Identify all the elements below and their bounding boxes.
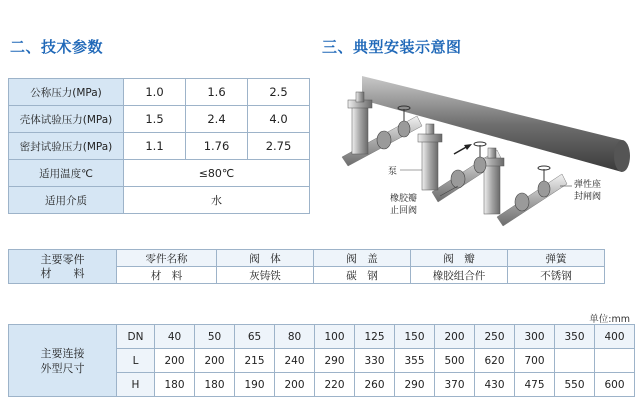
table-cell: 150	[395, 325, 435, 349]
table-cell: 材 料	[117, 267, 217, 284]
pump-unit	[480, 148, 504, 214]
table-cell: 190	[235, 373, 275, 397]
label-gate-valve-2: 封闸阀	[574, 192, 602, 202]
main-pipe-end	[614, 140, 630, 172]
table-cell: 370	[435, 373, 475, 397]
flow-arrow	[454, 144, 472, 154]
materials-table	[8, 249, 605, 284]
table-cell: 125	[355, 325, 395, 349]
dimensions-header-line2: 外型尺寸	[40, 361, 85, 375]
table-cell: 240	[275, 349, 315, 373]
table-cell: 1.6	[186, 79, 248, 106]
gate-valve	[398, 121, 410, 137]
table-cell: 零件名称	[117, 250, 217, 267]
installation-diagram	[322, 62, 636, 232]
table-cell: 250	[475, 325, 515, 349]
pump-unit	[418, 124, 442, 190]
table-cell: 220	[315, 373, 355, 397]
table-cell: 50	[195, 325, 235, 349]
table-cell: 290	[315, 349, 355, 373]
table-cell: 100	[315, 325, 355, 349]
table-cell: 弹簧	[508, 250, 605, 267]
table-row	[9, 160, 310, 187]
table-cell: 430	[475, 373, 515, 397]
dimensions-header-line1: 主要连接	[40, 346, 85, 360]
table-cell: 700	[515, 349, 555, 373]
table-cell: 阀 体	[217, 250, 314, 267]
table-cell: 80	[275, 325, 315, 349]
table-cell: 水	[124, 187, 310, 214]
table-cell: ≤80℃	[124, 160, 310, 187]
table-cell	[555, 349, 595, 373]
table-cell: 350	[555, 325, 595, 349]
branch-pipe	[497, 174, 567, 226]
table-cell: 600	[595, 373, 635, 397]
row-key: H	[117, 373, 155, 397]
row-key: DN	[117, 325, 155, 349]
row-label: 适用介质	[9, 187, 124, 214]
table-cell: 阀 盖	[314, 250, 411, 267]
tech-params-table	[8, 78, 310, 214]
label-pump: 泵	[388, 167, 398, 177]
gate-valve	[538, 181, 550, 197]
table-cell: 330	[355, 349, 395, 373]
table-row	[9, 250, 605, 267]
materials-header-line1: 主要零件	[40, 252, 85, 266]
label-check-valve-2: 止回阀	[390, 206, 418, 216]
table-cell: 500	[435, 349, 475, 373]
label-gate-valve-1: 弹性座	[574, 180, 602, 190]
table-cell: 215	[235, 349, 275, 373]
gate-valve	[474, 157, 486, 173]
table-cell: 1.0	[124, 79, 186, 106]
table-cell: 不锈钢	[508, 267, 605, 284]
table-cell: 65	[235, 325, 275, 349]
table-cell: 200	[155, 349, 195, 373]
table-row	[9, 187, 310, 214]
section-title-tech-params: 二、技术参数	[10, 38, 104, 56]
row-label: 壳体试验压力(MPa)	[9, 106, 124, 133]
table-cell	[595, 349, 635, 373]
table-cell: 620	[475, 349, 515, 373]
dimensions-table	[8, 324, 635, 397]
check-valve	[515, 193, 529, 211]
check-valve	[451, 170, 465, 188]
table-row	[9, 106, 310, 133]
table-cell: 180	[155, 373, 195, 397]
table-cell: 2.4	[186, 106, 248, 133]
table-cell: 355	[395, 349, 435, 373]
table-cell: 400	[595, 325, 635, 349]
row-label: 密封试验压力(MPa)	[9, 133, 124, 160]
row-key: L	[117, 349, 155, 373]
table-cell: 200	[435, 325, 475, 349]
table-cell: 200	[195, 349, 235, 373]
table-cell: 2.75	[248, 133, 310, 160]
table-cell: 290	[395, 373, 435, 397]
section-title-installation: 三、典型安装示意图	[322, 38, 462, 56]
row-label: 适用温度℃	[9, 160, 124, 187]
table-cell: 2.5	[248, 79, 310, 106]
table-cell: 阀 瓣	[411, 250, 508, 267]
check-valve	[377, 131, 391, 149]
table-cell: 40	[155, 325, 195, 349]
materials-header-line2: 材 料	[40, 266, 85, 280]
row-header	[9, 325, 117, 397]
table-cell: 200	[275, 373, 315, 397]
table-cell: 180	[195, 373, 235, 397]
table-cell: 260	[355, 373, 395, 397]
table-cell: 300	[515, 325, 555, 349]
table-cell: 1.76	[186, 133, 248, 160]
table-row	[9, 325, 635, 349]
unit-label: 单位:mm	[589, 314, 630, 325]
row-label: 公称压力(MPa)	[9, 79, 124, 106]
table-cell: 550	[555, 373, 595, 397]
table-row	[9, 133, 310, 160]
table-cell: 4.0	[248, 106, 310, 133]
table-cell: 灰铸铁	[217, 267, 314, 284]
table-cell: 碳 钢	[314, 267, 411, 284]
table-cell: 1.1	[124, 133, 186, 160]
row-header	[9, 250, 117, 284]
label-check-valve-1: 橡胶瓣	[390, 194, 418, 204]
table-cell: 1.5	[124, 106, 186, 133]
table-row	[9, 79, 310, 106]
table-cell: 橡胶组合件	[411, 267, 508, 284]
table-cell: 475	[515, 373, 555, 397]
